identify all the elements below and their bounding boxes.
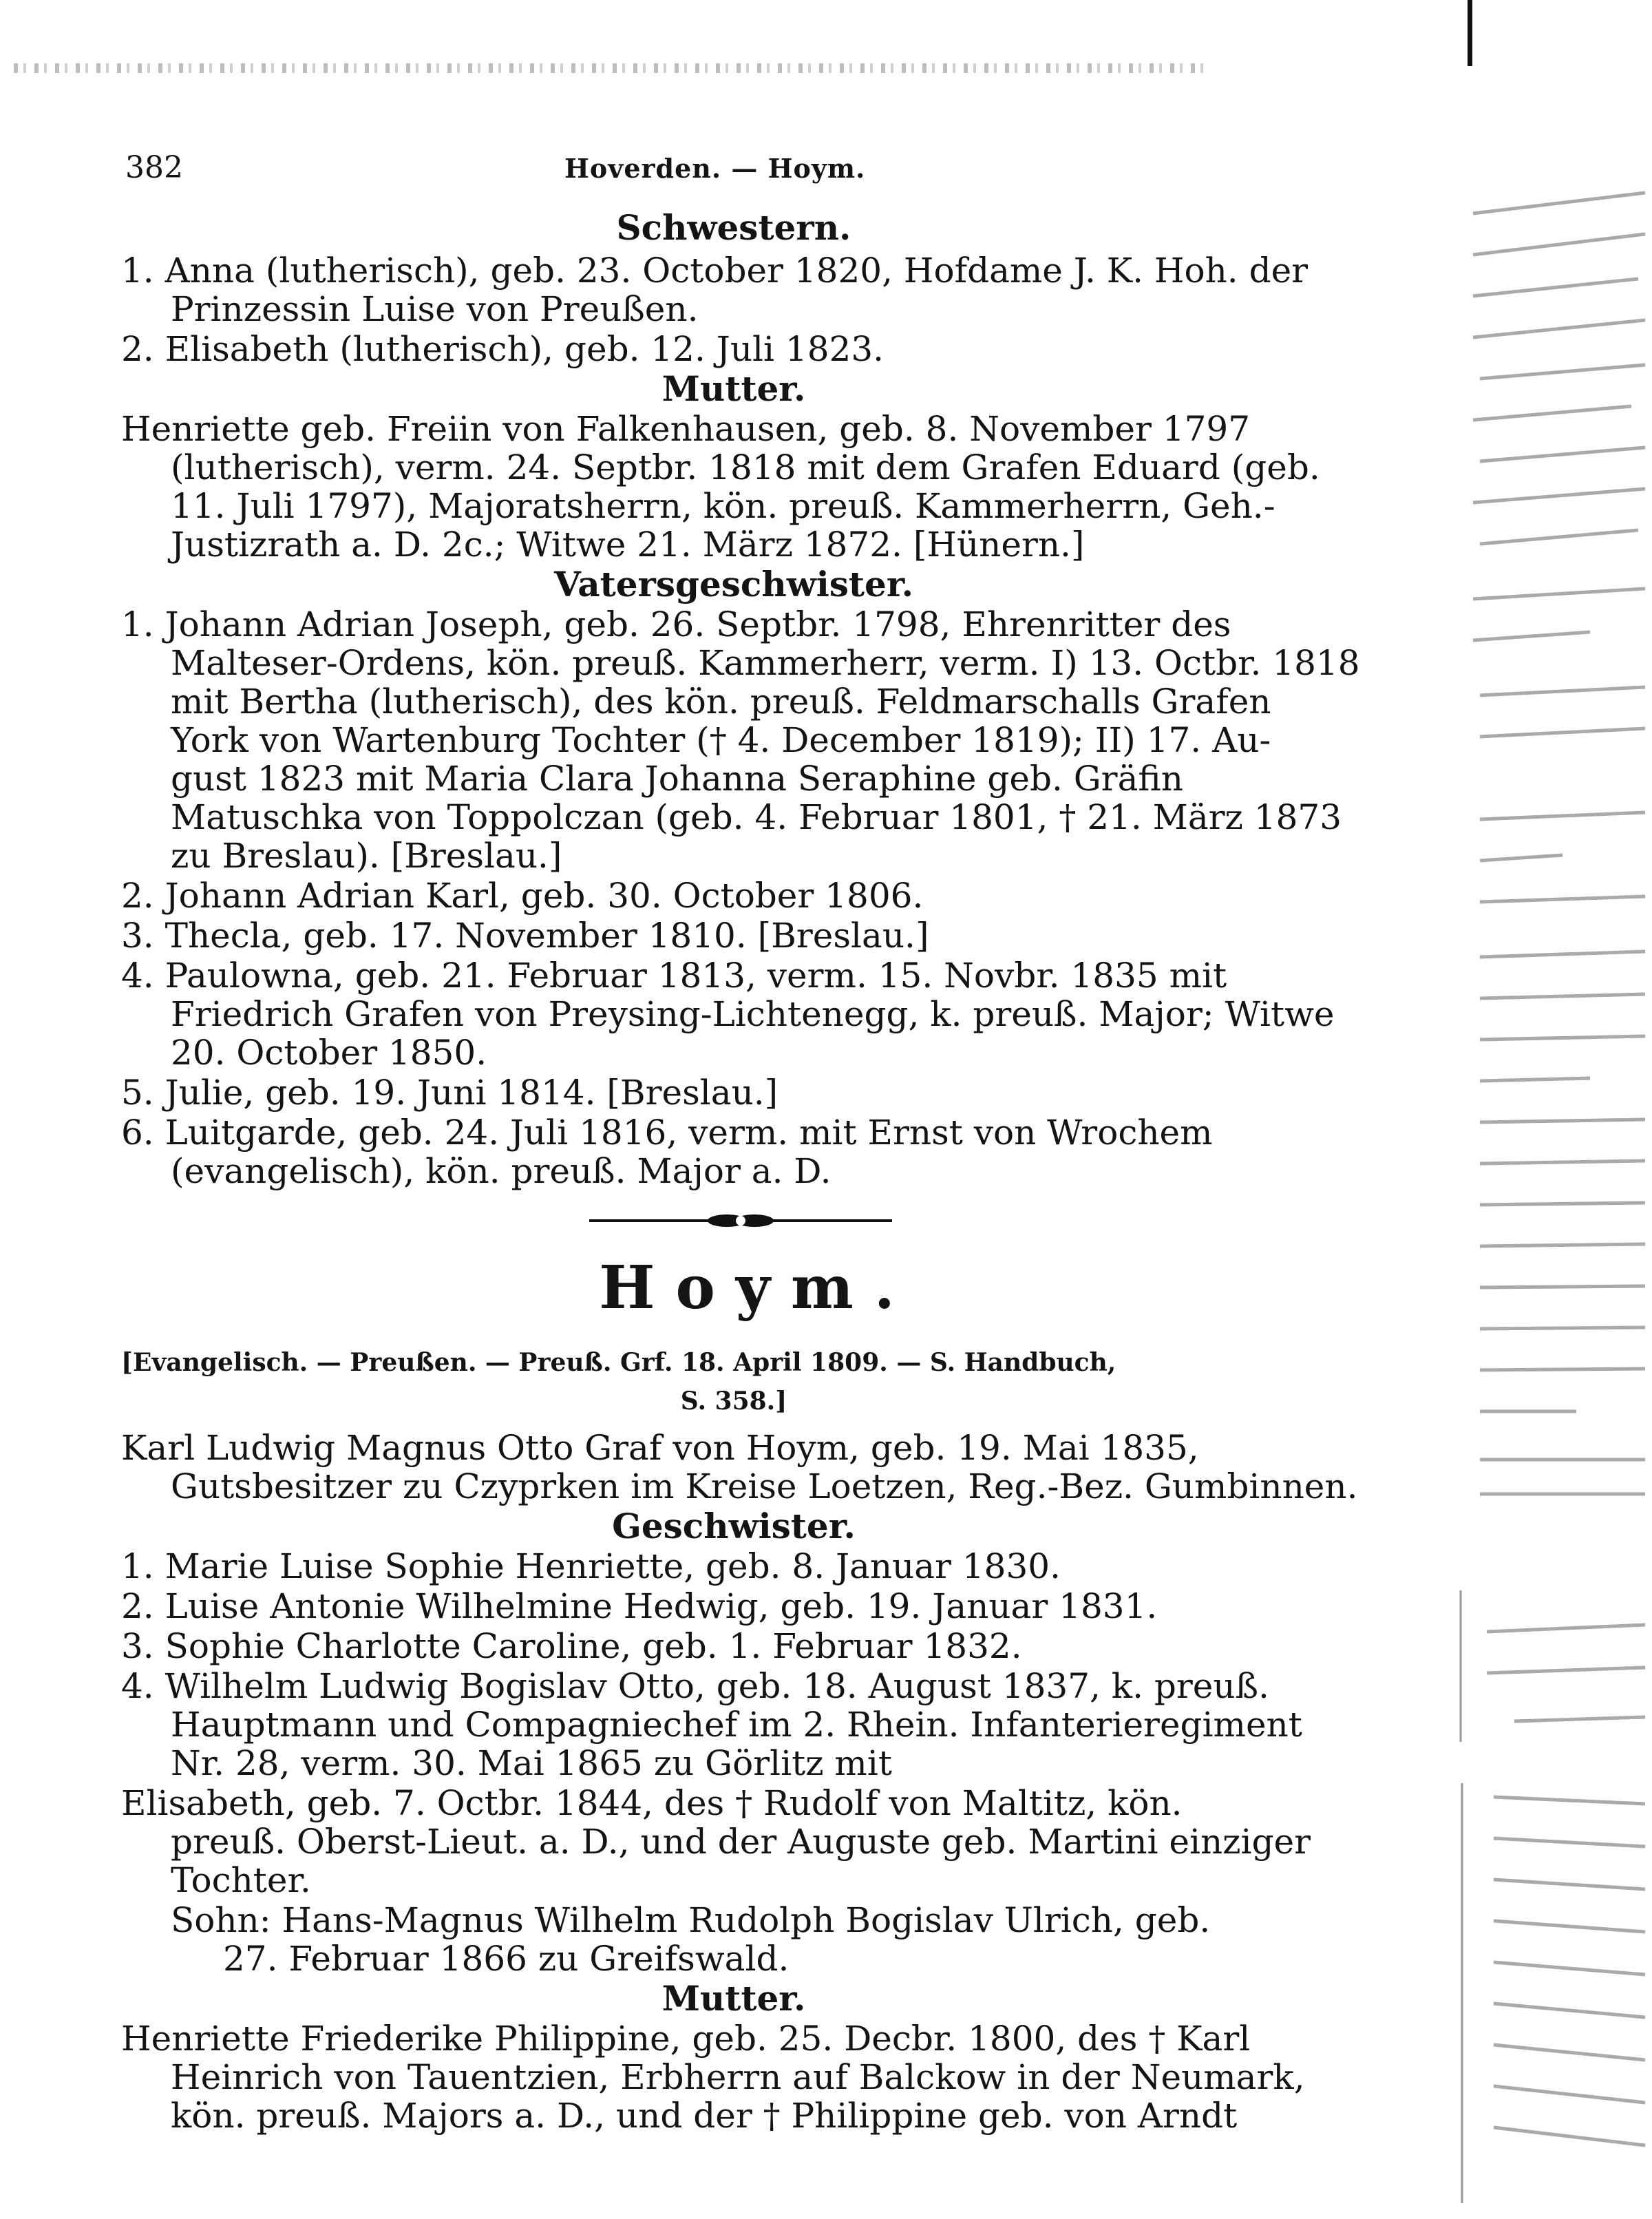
family-info-line: [Evangelisch. — Preußen. — Preuß. Grf. 18. April 1809. — S. Handbuch, <box>121 1348 1116 1377</box>
section-divider-ornament <box>589 1210 892 1231</box>
family-title: Hoym. <box>599 1253 915 1323</box>
entry-line: Tochter. <box>171 1860 311 1900</box>
entry-line: 20. October 1850. <box>171 1033 487 1073</box>
entry-line: 5. Julie, geb. 19. Juni 1814. [Breslau.] <box>121 1073 779 1113</box>
entry-line: Malteser-Ordens, kön. preuß. Kammerherr, verm. I) 13. Octbr. 1818 <box>171 643 1360 683</box>
entry-line: Henriette Friederike Philippine, geb. 25. Decbr. 1800, des † Karl <box>121 2019 1251 2059</box>
entry-line: 6. Luitgarde, geb. 24. Juli 1816, verm. mit Ernst von Wrochem <box>121 1113 1213 1153</box>
scan-noise <box>14 63 1211 73</box>
entry-line: kön. preuß. Majors a. D., und der † Philippine geb. von Arndt <box>171 2096 1238 2136</box>
entry-line: Nr. 28, verm. 30. Mai 1865 zu Görlitz mit <box>171 1743 892 1783</box>
entry-line: (evangelisch), kön. preuß. Major a. D. <box>171 1151 832 1191</box>
entry-line: Justizrath a. D. 2c.; Witwe 21. März 1872. [Hünern.] <box>171 525 1085 565</box>
entry-line: Hauptmann und Compagniechef im 2. Rhein. Infanterieregiment <box>171 1705 1302 1745</box>
facing-page-bleed <box>1452 76 1652 2203</box>
entry-line: Gutsbesitzer zu Czyprken im Kreise Loetzen, Reg.-Bez. Gumbinnen. <box>171 1466 1358 1506</box>
entry-line: Prinzessin Luise von Preußen. <box>171 289 699 329</box>
entry-line: Heinrich von Tauentzien, Erbherrn auf Balckow in der Neumark, <box>171 2057 1305 2097</box>
entry-line: Elisabeth, geb. 7. Octbr. 1844, des † Rudolf von Maltitz, kön. <box>121 1783 1183 1823</box>
page-number: 382 <box>125 150 183 185</box>
entry-line: 2. Luise Antonie Wilhelmine Hedwig, geb. 19. Januar 1831. <box>121 1586 1158 1626</box>
running-head: Hoverden. — Hoym. <box>564 153 866 184</box>
entry-line: 4. Paulowna, geb. 21. Februar 1813, verm. 15. Novbr. 1835 mit <box>121 956 1227 996</box>
entry-line: 27. Februar 1866 zu Greifswald. <box>223 1939 790 1979</box>
entry-line: 1. Johann Adrian Joseph, geb. 26. Septbr. 1798, Ehrenritter des <box>121 604 1231 644</box>
entry-line: Karl Ludwig Magnus Otto Graf von Hoym, geb. 19. Mai 1835, <box>121 1428 1199 1468</box>
entry-line: 3. Thecla, geb. 17. November 1810. [Breslau.] <box>121 916 929 956</box>
entry-line: Friedrich Grafen von Preysing-Lichtenegg, k. preuß. Major; Witwe <box>171 994 1335 1034</box>
entry-line: 4. Wilhelm Ludwig Bogislav Otto, geb. 18. August 1837, k. preuß. <box>121 1666 1269 1706</box>
section-heading: Mutter. <box>661 368 806 409</box>
page-edge-mark <box>1468 0 1472 66</box>
family-info-line: S. 358.] <box>680 1387 787 1416</box>
entry-line: Henriette geb. Freiin von Falkenhausen, geb. 8. November 1797 <box>121 409 1251 449</box>
entry-line: mit Bertha (lutherisch), des kön. preuß. Feldmarschalls Grafen <box>171 682 1271 722</box>
entry-line: 2. Elisabeth (lutherisch), geb. 12. Juli 1823. <box>121 329 885 369</box>
entry-line: preuß. Oberst-Lieut. a. D., und der Auguste geb. Martini einziger <box>171 1822 1311 1862</box>
entry-line: York von Wartenburg Tochter († 4. December 1819); II) 17. Au- <box>171 720 1271 760</box>
entry-line: 1. Anna (lutherisch), geb. 23. October 1820, Hofdame J. K. Hoh. der <box>121 251 1309 291</box>
entry-line: 11. Juli 1797), Majoratsherrn, kön. preuß. Kammerherrn, Geh.- <box>171 486 1275 526</box>
section-heading: Mutter. <box>661 1978 806 2019</box>
section-heading: Geschwister. <box>612 1506 856 1546</box>
entry-line: 1. Marie Luise Sophie Henriette, geb. 8. Januar 1830. <box>121 1546 1061 1586</box>
entry-line: 3. Sophie Charlotte Caroline, geb. 1. Februar 1832. <box>121 1626 1022 1666</box>
entry-line: (lutherisch), verm. 24. Septbr. 1818 mit dem Grafen Eduard (geb. <box>171 448 1320 487</box>
entry-line: gust 1823 mit Maria Clara Johanna Seraphine geb. Gräfin <box>171 759 1183 799</box>
entry-line: Matuschka von Toppolczan (geb. 4. Februar 1801, † 21. März 1873 <box>171 797 1342 837</box>
section-heading: Schwestern. <box>616 207 851 248</box>
entry-line: zu Breslau). [Breslau.] <box>171 836 562 876</box>
entry-line: Sohn: Hans-Magnus Wilhelm Rudolph Bogislav Ulrich, geb. <box>171 1900 1211 1940</box>
entry-line: 2. Johann Adrian Karl, geb. 30. October 1806. <box>121 876 924 916</box>
bleed-texture <box>1452 76 1652 2203</box>
section-heading: Vatersgeschwister. <box>554 564 913 604</box>
